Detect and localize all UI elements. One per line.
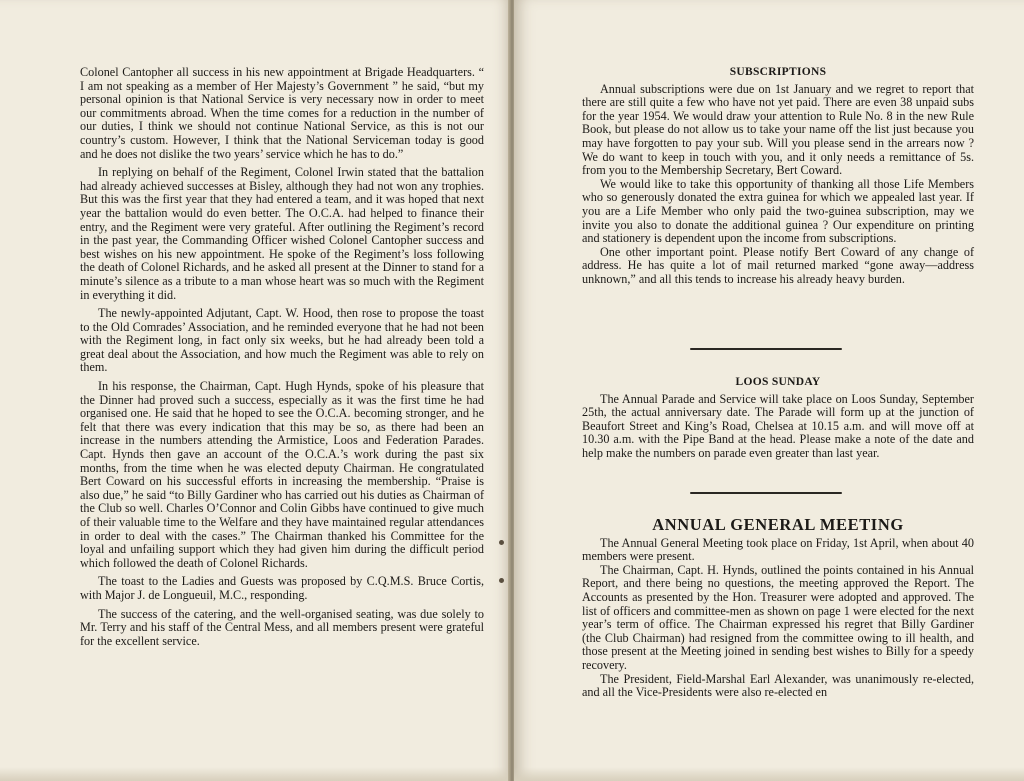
subscriptions-section [582, 66, 974, 287]
paragraph: The toast to the Ladies and Guests was proposed by C.Q.M.S. Bruce Cortis, with Major J. de Longueuil, M.C., responding. [80, 574, 484, 602]
paragraph: The success of the catering, and the well-organised seating, was due solely to Mr. Terry and his staff of the Central Mess, and all members present were grateful for the excellent service. [80, 606, 484, 648]
section-heading: LOOS SUNDAY [735, 376, 821, 388]
agm-section [582, 515, 974, 700]
paragraph: The Annual Parade and Service will take place on Loos Sunday, September 25th, the actual anniversary date. The Parade will form up at the junction of Beaufort Street and King’s Road, Chelsea at 10.15 a.m. and will move off at 10.30 a.m. with the Pipe Band at the head. Please make a note of the date and help make the numbers on parade even greater than last year. [582, 391, 974, 460]
section-divider [690, 348, 842, 350]
paragraph: The Annual General Meeting took place on Friday, 1st April, when about 40 members were present. [582, 535, 974, 564]
left-page-text [80, 66, 484, 648]
binding-staple [499, 578, 504, 583]
loos-sunday-section [582, 376, 974, 461]
paragraph: Colonel Cantopher all success in his new appointment at Brigade Headquarters. “ I am not speaking as a member of Her Majesty’s Government ” he said, “but my personal opinion is that National Service is very necessary now in order to meet our commitments abroad. When the time comes for a reduction in the number of our duties, I think we should not continue National Service, as this is not our country’s custom. However, I think that the National Serviceman today is good and he does not dislike the two years’ service which he has to do.” [80, 65, 484, 161]
paragraph: In his response, the Chairman, Capt. Hugh Hynds, spoke of his pleasure that the Dinner had proved such a success, especially as it was the first time he had organised one. He said that he hoped to see the O.C.A. becoming stronger, and he felt that there was every indication that this may be so, as there had been an increase in the numbers attending the Armistice, Loos and Federation Parades. Capt. Hynds then gave an account of the O.C.A.’s work during the past six months, from the time when he was elected deputy Chairman. He congratulated Bert Coward on his successful efforts in increasing the membership. “Praise is also due,” he said “to Billy Gardiner who has carried out his duties as Chairman of the Club so well. Charles O’Connor and Colin Gibbs have continued to give much of their valuable time to the Welfare and they have maintained regular attendances in order to deal with the cases.” The Chairman thanked his Committee for the loyal and unfailing support which they had given him during the difficult period which followed the death of Colonel Richards. [80, 379, 484, 570]
paragraph: Annual subscriptions were due on 1st January and we regret to report that there are still quite a few who have not yet paid. There are even 38 unpaid subs for the year 1954. We would draw your attention to Rule No. 8 in the new Rule Book, but please do not allow us to take your name off the list just because you may have forgotten to pay your sub. Will you please send in the arrears now ? We do want to keep in touch with you, and it only needs a remittance of 5s. from you to the Membership Secretary, Bert Coward. [582, 81, 974, 178]
paragraph: The newly-appointed Adjutant, Capt. W. Hood, then rose to propose the toast to the Old Comrades’ Association, and he reminded everyone that he had not been with the Regiment long, in fact only six weeks, but he had already been told a great deal about the Association, and how much the Regiment was able to rely on them. [80, 306, 484, 375]
section-heading: SUBSCRIPTIONS [729, 66, 827, 78]
paragraph: In replying on behalf of the Regiment, Colonel Irwin stated that the battalion had already achieved successes at Bisley, although they had not won any trophies. But this was the first year that they had entered a team, and it was hoped that next year the battalion would do even better. The O.C.A. had helped to finance their entry, and the Regiment were very grateful. After outlining the Regiment’s record in the past year, the Commanding Officer wished Colonel Cantopher success and best wishes on his new appointment. He spoke of the Regiment’s loss following the death of Colonel Richards, and he asked all present at the Dinner to stand for a minute’s silence as a tribute to a man whose heart was so much with the Regiment in everything it did. [80, 165, 484, 302]
paragraph: We would like to take this opportunity of thanking all those Life Members who so generously donated the extra guinea for which we appealed last year. If you are a Life Member who only paid the two-guinea subscription, may we invite you also to donate the additional guinea ? Our expenditure on printing and stationery is dependent upon the income from subscriptions. [582, 176, 974, 246]
section-heading: ANNUAL GENERAL MEETING [652, 515, 904, 534]
paragraph: One other important point. Please notify Bert Coward of any change of address. He has quite a lot of mail returned marked “gone away—address unknown,” and all this tends to increase his already heavy burden. [582, 244, 974, 286]
left-page [0, 0, 510, 781]
paragraph: The Chairman, Capt. H. Hynds, outlined the points contained in his Annual Report, and there being no questions, the meeting approved the Report. The Accounts as presented by the Hon. Treasurer were adopted and approved. The list of officers and committee-men as shown on page 1 were elected for the next year’s term of office. The Chairman expressed his regret that Billy Gardiner (the Club Chairman) had resigned from the committee owing to ill health, and those present at the Meeting joined in sending best wishes to Billy for a speedy recovery. [582, 562, 974, 672]
section-divider [690, 492, 842, 494]
binding-staple [499, 540, 504, 545]
page-edge-shadow [0, 767, 510, 781]
page-edge-shadow [514, 767, 1024, 781]
paragraph: The President, Field-Marshal Earl Alexander, was unanimously re-elected, and all the Vice-Presidents were also re-elected en [582, 671, 974, 700]
